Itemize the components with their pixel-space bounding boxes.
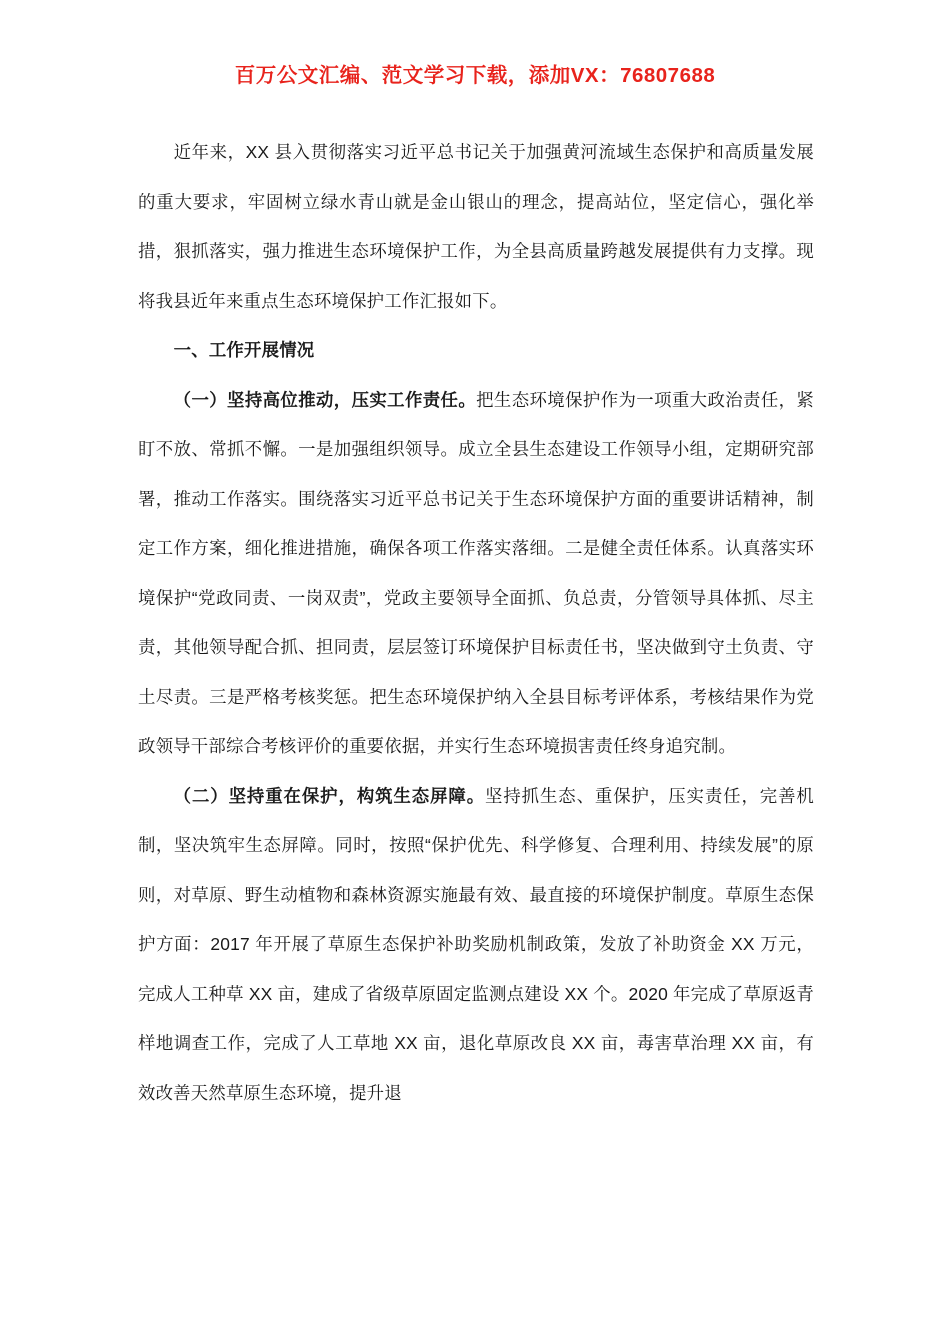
paragraph-intro: 近年来，XX 县入贯彻落实习近平总书记关于加强黄河流域生态保护和高质量发展的重大要求，牢固树立绿水青山就是金山银山的理念，提高站位，坚定信心，强化举措，狠抓落实，强力推进生态环境保护工作，为全县高质量跨越发展提供有力支撑。现将我县近年来重点生态环境保护工作汇报如下。: [138, 142, 814, 311]
subsection-2-lead: （二）坚持重在保护，构筑生态屏障。: [173, 785, 486, 806]
document-body: [138, 128, 814, 1118]
subsection-1-text: 把生态环境保护作为一项重大政治责任，紧盯不放、常抓不懈。一是加强组织领导。成立全县生态建设工作领导小组，定期研究部署，推动工作落实。围绕落实习近平总书记关于生态环境保护方面的重要讲话精神，制定工作方案，细化推进措施，确保各项工作落实落细。二是健全责任体系。认真落实环境保护“党政同责、一岗双责”，党政主要领导全面抓、负总责，分管领导具体抓、尽主责，其他领导配合抓、担同责，层层签订环境保护目标责任书，坚决做到守土负责、守土尽责。三是严格考核奖惩。把生态环境保护纳入全县目标考评体系，考核结果作为党政领导干部综合考核评价的重要依据，并实行生态环境损害责任终身追究制。: [138, 389, 814, 756]
paragraph-subsection-2: [138, 772, 814, 1119]
subsection-2-text: 坚持抓生态、重保护，压实责任，完善机制，坚决筑牢生态屏障。同时，按照“保护优先、科学修复、合理利用、持续发展”的原则，对草原、野生动植物和森林资源实施最有效、最直接的环境保护制度。草原生态保护方面：2017 年开展了草原生态保护补助奖励机制政策，发放了补助资金 XX 万元，完成人工种草 XX 亩，建成了省级草原固定监测点建设 XX 个。2020 年完成了草原返青样地调查工作，完成了人工草地 XX 亩，退化草原改良 XX 亩，毒害草治理 XX 亩，有效改善天然草原生态环境，提升退: [138, 785, 814, 1103]
promo-banner: 百万公文汇编、范文学习下载，添加VX：76807688: [234, 64, 716, 87]
section-heading-1: 一、工作开展情况: [173, 340, 315, 360]
paragraph-subsection-1: [138, 376, 814, 772]
subsection-1-lead: （一）坚持高位推动，压实工作责任。: [173, 389, 477, 410]
